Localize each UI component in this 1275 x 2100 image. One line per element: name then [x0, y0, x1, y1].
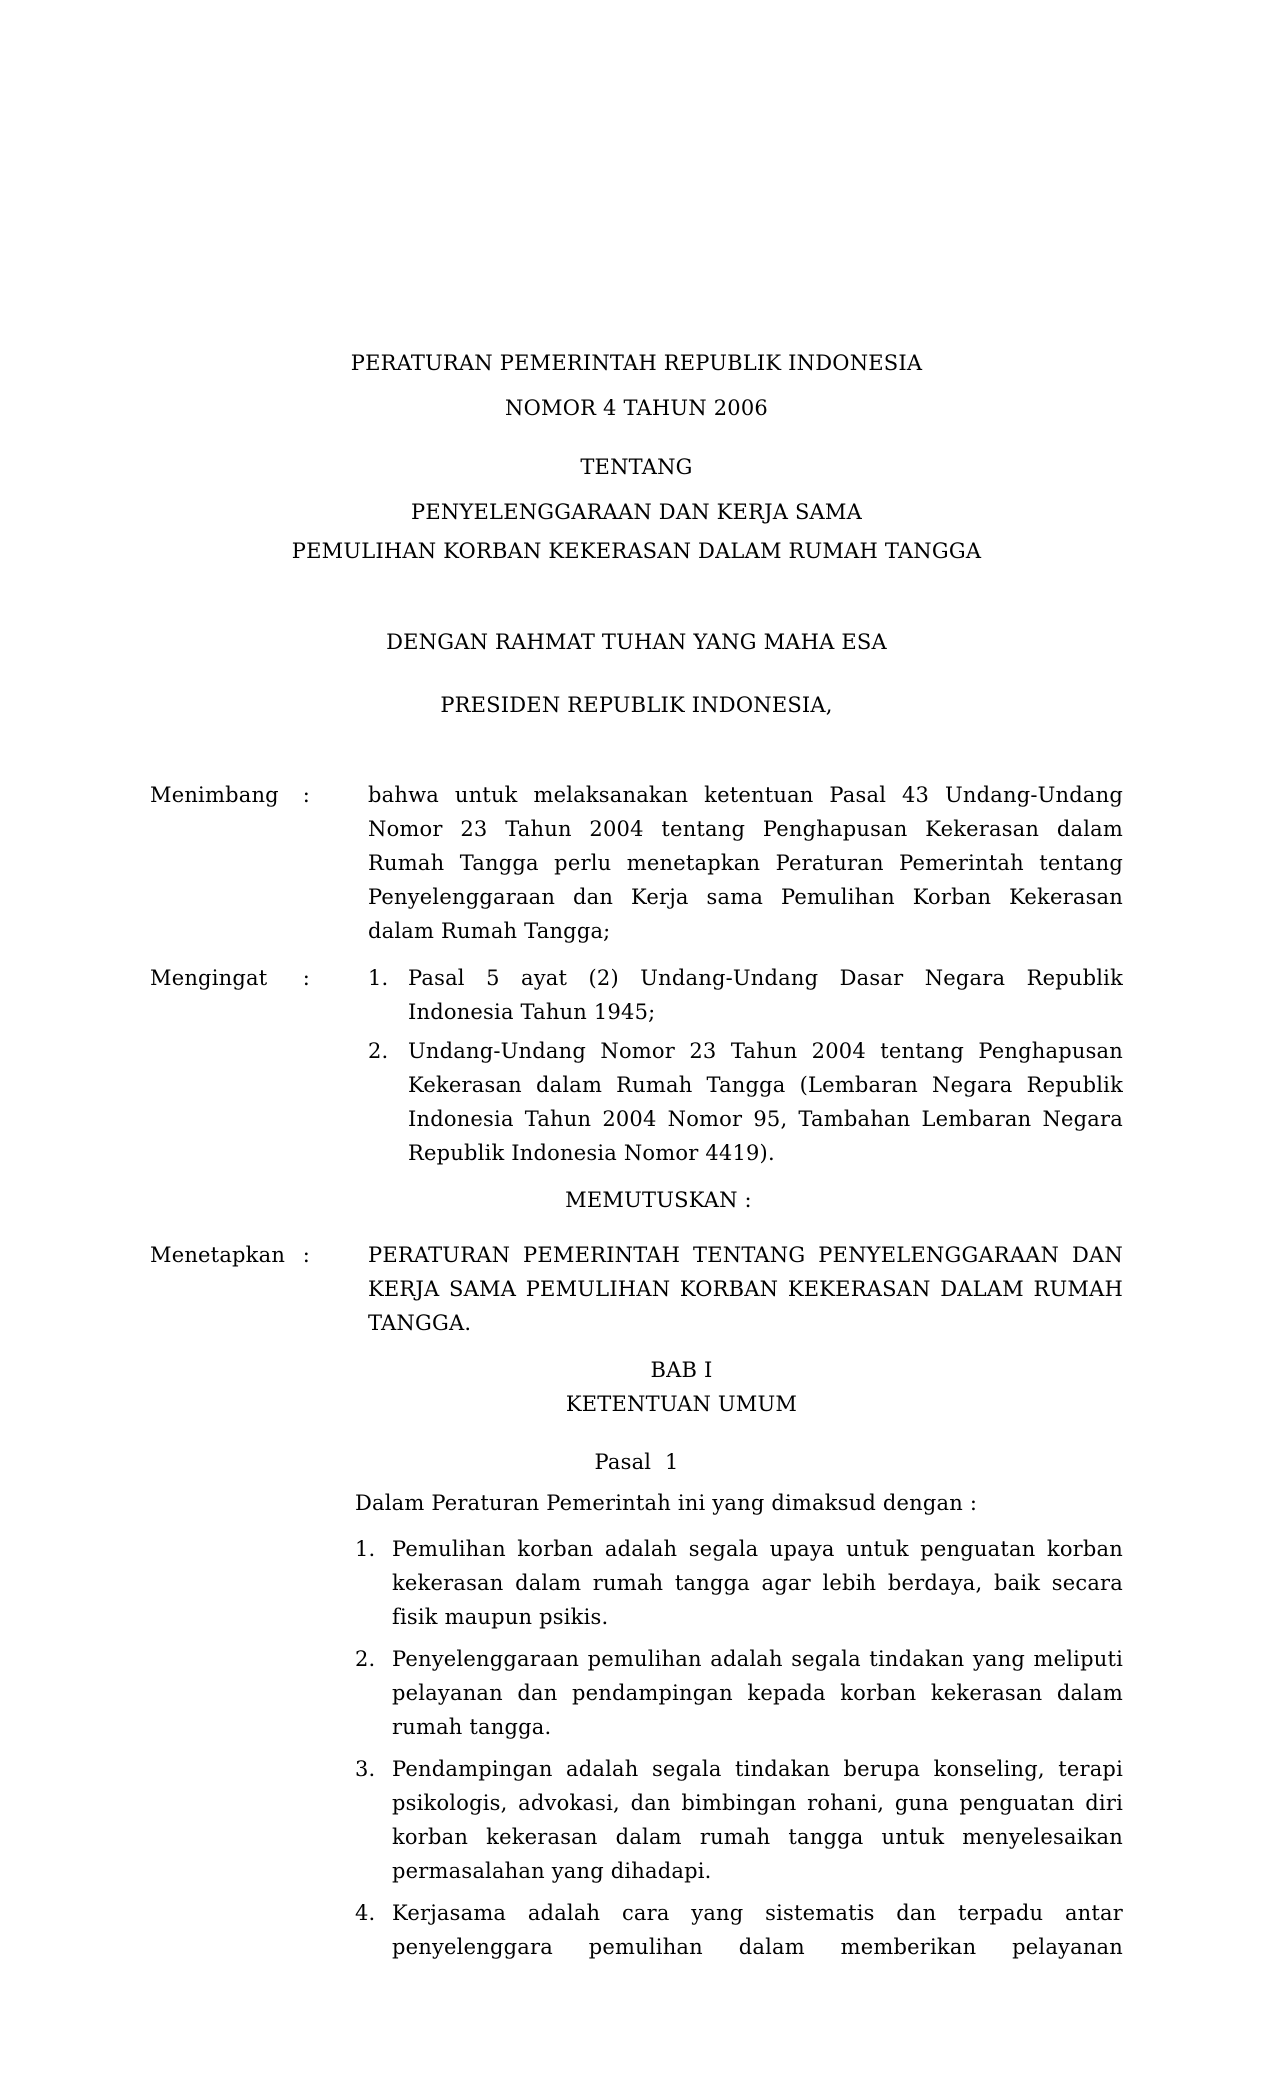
- item-text: Kerjasama adalah cara yang sistematis dan terpadu antar penyelenggara pemulihan dalam memberikan pelayanan: [392, 1901, 1123, 1959]
- pasal-1-section: [150, 1445, 1123, 1964]
- mengingat-label: [150, 961, 310, 995]
- item-number: 3.: [355, 1757, 376, 1781]
- menimbang-label-text: Menimbang: [150, 783, 279, 807]
- memutuskan-heading: MEMUTUSKAN :: [565, 1188, 752, 1212]
- mengingat-label-text: Mengingat: [150, 966, 268, 990]
- menimbang-section: [150, 778, 1123, 948]
- bab-number: BAB I: [650, 1358, 713, 1382]
- item-text: Penyelenggaraan pemulihan adalah segala tindakan yang meliputi pelayanan dan pendampingan kepada korban kekerasan dalam rumah tangga.: [392, 1647, 1123, 1739]
- menetapkan-section: [150, 1238, 1123, 1340]
- menetapkan-body: PERATURAN PEMERINTAH TENTANG PENYELENGGARAAN DAN KERJA SAMA PEMULIHAN KORBAN KEKERASAN DALAM RUMAH TANGGA.: [368, 1243, 1123, 1335]
- issuer-line: PRESIDEN REPUBLIK INDONESIA,: [440, 693, 833, 717]
- menetapkan-label-text: Menetapkan: [150, 1243, 286, 1267]
- item-text: Pemulihan korban adalah segala upaya untuk penguatan korban kekerasan dalam rumah tangga agar lebih berdaya, baik secara fisik maupun psikis.: [392, 1537, 1123, 1629]
- subject-line-2: PEMULIHAN KORBAN KEKERASAN DALAM RUMAH TANGGA: [291, 539, 982, 563]
- item-number: 4.: [355, 1901, 376, 1925]
- item-number: 2.: [355, 1647, 376, 1671]
- regulation-number: NOMOR 4 TAHUN 2006: [505, 396, 768, 420]
- item-number: 2.: [368, 1039, 389, 1063]
- item-text: Undang-Undang Nomor 23 Tahun 2004 tentang Penghapusan Kekerasan dalam Rumah Tangga (Lembaran Negara Republik Indonesia Tahun 2004 Nomor 95, Tambahan Lembaran Negara Republik Indonesia Nomor 4419).: [408, 1039, 1123, 1165]
- mengingat-list: [368, 961, 1123, 1170]
- pasal-intro: Dalam Peraturan Pemerintah ini yang dimaksud dengan :: [355, 1491, 978, 1515]
- pasal-item-4: [355, 1896, 1123, 1964]
- mengingat-item-1: [368, 961, 1123, 1029]
- bab-title: KETENTUAN UMUM: [565, 1392, 798, 1416]
- regulation-title: PERATURAN PEMERINTAH REPUBLIK INDONESIA: [350, 351, 923, 375]
- item-text: Pasal 5 ayat (2) Undang-Undang Dasar Negara Republik Indonesia Tahun 1945;: [408, 966, 1123, 1024]
- tentang-heading: TENTANG: [580, 455, 693, 479]
- mengingat-section: [150, 961, 1123, 1170]
- item-number: 1.: [368, 966, 389, 990]
- menimbang-body: bahwa untuk melaksanakan ketentuan Pasal 43 Undang-Undang Nomor 23 Tahun 2004 tentang Penghapusan Kekerasan dalam Rumah Tangga perlu menetapkan Peraturan Pemerintah tentang Penyelenggaraan dan Kerja sama Pemulihan Korban Kekerasan dalam Rumah Tangga;: [368, 783, 1123, 943]
- invocation-line: DENGAN RAHMAT TUHAN YANG MAHA ESA: [386, 630, 887, 654]
- subject-line-1: PENYELENGGARAAN DAN KERJA SAMA: [411, 500, 862, 524]
- pasal-content: [355, 1486, 1123, 1964]
- pasal-item-1: [355, 1532, 1123, 1634]
- pasal-item-2: [355, 1642, 1123, 1744]
- pasal-heading: Pasal 1: [594, 1450, 679, 1474]
- mengingat-item-2: [368, 1034, 1123, 1170]
- menetapkan-colon: :: [302, 1243, 310, 1267]
- menimbang-label: [150, 778, 310, 812]
- bab-1-heading: [195, 1353, 1168, 1421]
- pasal-item-3: [355, 1752, 1123, 1888]
- mengingat-colon: :: [302, 966, 310, 990]
- menetapkan-label: [150, 1238, 310, 1272]
- item-text: Pendampingan adalah segala tindakan berupa konseling, terapi psikologis, advokasi, dan bimbingan rohani, guna penguatan diri korban kekerasan dalam rumah tangga untuk menyelesaikan permasalahan yang dihadapi.: [392, 1757, 1123, 1883]
- item-number: 1.: [355, 1537, 376, 1561]
- menimbang-colon: :: [302, 783, 310, 807]
